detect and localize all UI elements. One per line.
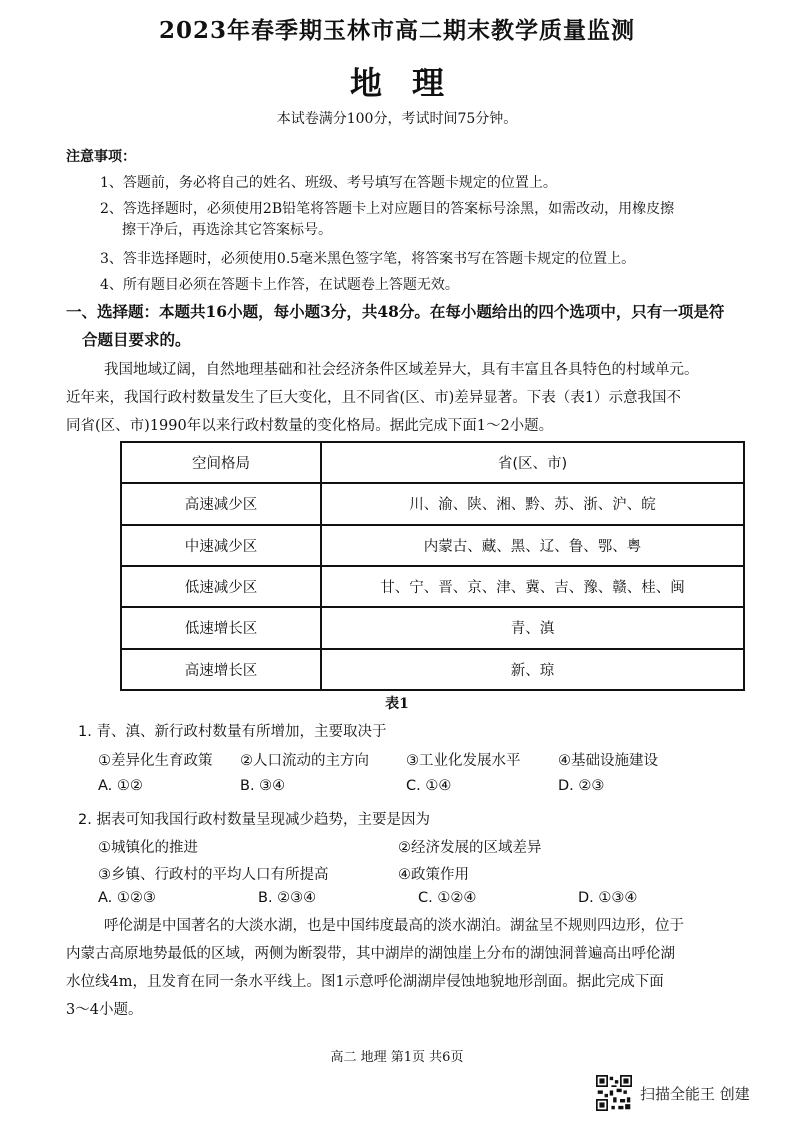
q1-item: ②人口流动的主方向 — [240, 753, 369, 769]
table-cell: 低速减少区 — [121, 566, 321, 607]
intro2-line-2: 内蒙古高原地势最低的区域，两侧为断裂带，其中湖岸的湖蚀崖上分布的湖蚀洞普遍高出呼伦湖 — [66, 946, 675, 962]
note-2: 2、答选择题时，必须使用2B铅笔将答题卡上对应题目的答案标号涂黑，如需改动，用橡皮擦 — [100, 201, 675, 217]
table-cell: 甘、宁、晋、京、津、冀、吉、豫、赣、桂、闽 — [321, 566, 744, 607]
question-2-choices — [98, 890, 637, 906]
intro1-line-1: 我国地域辽阔，自然地理基础和社会经济条件区域差异大，具有丰富且各具特色的村域单元。 — [104, 362, 699, 378]
table-row — [121, 566, 744, 607]
table-cell: 川、渝、陕、湘、黔、苏、浙、沪、皖 — [321, 483, 744, 524]
table-cell: 中速减少区 — [121, 525, 321, 566]
table-cell: 青、滇 — [321, 607, 744, 648]
data-table — [120, 441, 745, 691]
table-caption: 表1 — [385, 696, 409, 712]
question-2-stem: 2. 据表可知我国行政村数量呈现减少趋势，主要是因为 — [78, 812, 430, 828]
note-3: 3、答非选择题时，必须使用0.5毫米黑色签字笔，将答案书写在答题卡规定的位置上。 — [100, 251, 636, 267]
q2-item: ②经济发展的区域差异 — [398, 840, 542, 856]
question-1-items — [98, 749, 658, 770]
q2-item: ④政策作用 — [398, 867, 469, 883]
section-heading — [66, 298, 756, 354]
exam-title: 2023年春季期玉林市高二期末教学质量监测 — [158, 17, 635, 44]
page-footer: 高二 地理 第1页 共6页 — [330, 1050, 464, 1065]
q1-choice: D. ②③ — [558, 778, 605, 794]
q2-choice: B. ②③④ — [258, 890, 317, 906]
intro-paragraph-1 — [66, 356, 766, 440]
table-cell: 高速减少区 — [121, 483, 321, 524]
qr-code-icon — [596, 1075, 632, 1111]
table-header-cell: 空间格局 — [121, 442, 321, 483]
intro2-line-4: 3～4小题。 — [66, 1002, 143, 1018]
intro1-line-3: 同省(区、市)1990年以来行政村数量的变化格局。据此完成下面1～2小题。 — [66, 418, 554, 434]
q1-choice: A. ①② — [98, 778, 143, 794]
q1-item: ④基础设施建设 — [558, 753, 658, 769]
q2-choice: C. ①②④ — [418, 890, 477, 906]
q2-choice: D. ①③④ — [578, 890, 638, 906]
q1-choice: B. ③④ — [240, 778, 286, 794]
intro1-line-2: 近年来，我国行政村数量发生了巨大变化，且不同省(区、市)差异显著。下表（表1）示意我国不 — [66, 390, 682, 406]
scanner-brand-text: 扫描全能王 创建 — [640, 1084, 750, 1103]
section-line-2: 合题目要求的。 — [82, 330, 191, 349]
subject-title: 地理 — [349, 64, 474, 102]
table-row — [121, 607, 744, 648]
table-header-row — [121, 442, 744, 483]
table-cell: 新、琼 — [321, 649, 744, 690]
q1-item: ①差异化生育政策 — [98, 753, 213, 769]
q1-item: ③工业化发展水平 — [406, 753, 521, 769]
note-1: 1、答题前，务必将自己的姓名、班级、考号填写在答题卡规定的位置上。 — [100, 175, 557, 191]
table-row — [121, 483, 744, 524]
exam-meta: 本试卷满分100分，考试时间75分钟。 — [276, 111, 518, 127]
table-row — [121, 649, 744, 690]
section-line-1: 一、选择题：本题共16小题，每小题3分，共48分。在每小题给出的四个选项中，只有一项是符 — [66, 302, 725, 321]
question-1-stem: 1. 青、滇、新行政村数量有所增加，主要取决于 — [78, 724, 387, 740]
q2-choice: A. ①②③ — [98, 890, 156, 906]
question-1-choices — [98, 778, 604, 794]
q2-item: ①城镇化的推进 — [98, 840, 198, 856]
table-header-cell: 省(区、市) — [321, 442, 744, 483]
table-cell: 低速增长区 — [121, 607, 321, 648]
table-cell: 内蒙古、藏、黑、辽、鲁、鄂、粤 — [321, 525, 744, 566]
intro2-line-1: 呼伦湖是中国著名的大淡水湖，也是中国纬度最高的淡水湖泊。湖盆呈不规则四边形，位于 — [104, 918, 684, 934]
q2-item: ③乡镇、行政村的平均人口有所提高 — [98, 867, 329, 883]
notes-title: 注意事项： — [66, 149, 136, 165]
intro-paragraph-2 — [66, 912, 766, 1024]
scanner-watermark — [596, 1074, 750, 1112]
question-2-items-row-2 — [98, 863, 469, 884]
q1-choice: C. ①④ — [406, 778, 452, 794]
table-cell: 高速增长区 — [121, 649, 321, 690]
note-2-cont: 擦干净后，再选涂其它答案标号。 — [122, 222, 332, 238]
table-row — [121, 525, 744, 566]
question-2-items-row-1 — [98, 836, 542, 857]
intro2-line-3: 水位线4m，且发育在同一条水平线上。图1示意呼伦湖湖岸侵蚀地貌地形剖面。据此完成下面 — [66, 974, 664, 990]
note-4: 4、所有题目必须在答题卡上作答，在试题卷上答题无效。 — [100, 277, 459, 293]
